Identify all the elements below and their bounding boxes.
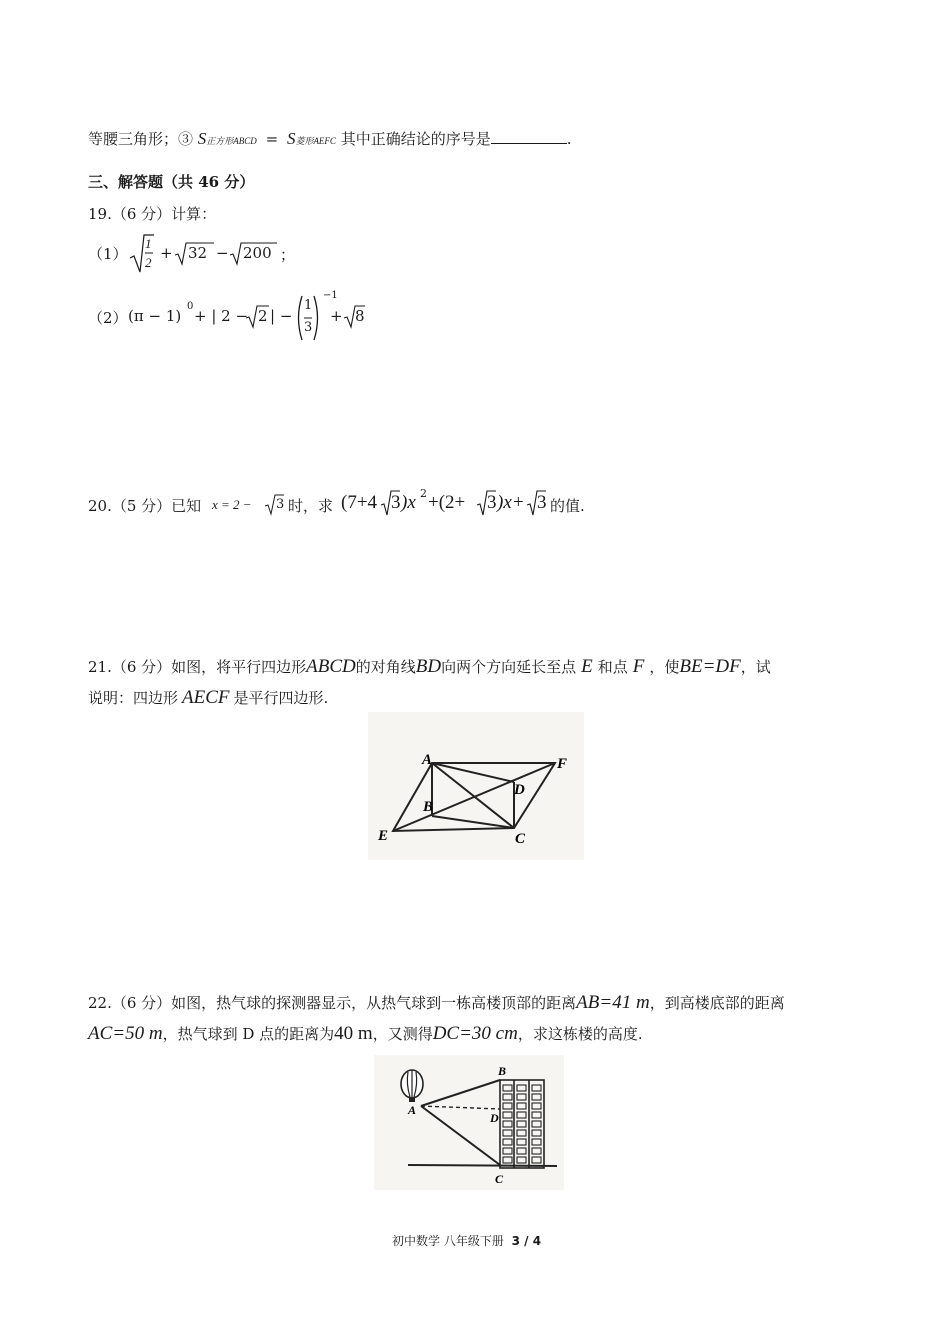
continuation-text: 等腰三角形；③ bbox=[88, 130, 194, 148]
q21-line1: 21.（6 分）如图，将平行四边形ABCD的对角线BD向两个方向延长至点 E 和点 F ，使BE=DF，试 bbox=[88, 656, 771, 677]
q22-line1: 22.（6 分）如图，热气球的探测器显示，从热气球到一栋高楼顶部的距离AB=41 m，到高楼底部的距离 bbox=[88, 992, 785, 1013]
fig-label-b: B bbox=[498, 1064, 507, 1078]
fig-label-c: C bbox=[495, 1172, 504, 1186]
q19-part1: （1） 1 2 + 32 − 200 ； bbox=[88, 232, 388, 276]
q21-figure bbox=[368, 712, 584, 860]
fig-label-a: A bbox=[408, 1103, 417, 1117]
q21-line2: 说明：四边形 AECF 是平行四边形. bbox=[88, 687, 329, 708]
answer-blank[interactable] bbox=[491, 129, 567, 144]
fig-label-d: D bbox=[514, 782, 525, 798]
q19-part2: （2） (π − 1) 0 + | 2 − 2 | − 1 3 −1 + 8 bbox=[88, 290, 408, 346]
section-title: 三、解答题（共 46 分） bbox=[88, 173, 255, 191]
continuation-question: 其中正确结论的序号是 bbox=[340, 130, 491, 148]
q20: 20.（5 分）已知 x = 2 − 3 时，求 (7+4 3 )x 2 +(2+ 3 )x+ 3 的值. bbox=[88, 487, 585, 515]
page-number: 3 / 4 bbox=[511, 1234, 542, 1248]
q22-figure bbox=[374, 1055, 564, 1190]
rhombus-area-subscript: 菱形AEFC bbox=[295, 136, 336, 146]
fig-label-d: D bbox=[490, 1111, 499, 1125]
fig-label-b: B bbox=[423, 799, 434, 815]
page-footer: 初中数学 八年级下册 3 / 4 bbox=[392, 1234, 542, 1248]
fig-label-c: C bbox=[515, 831, 526, 847]
square-area-subscript: 正方形ABCD bbox=[206, 136, 257, 146]
fig-label-e: E bbox=[378, 828, 389, 844]
fig-label-f: F bbox=[557, 756, 568, 772]
q19-label: 19.（6 分）计算： bbox=[88, 205, 217, 223]
continuation-line: 等腰三角形；③ S正方形ABCD = S菱形AEFC 其中正确结论的序号是 . bbox=[88, 129, 572, 148]
fig-label-a: A bbox=[422, 752, 433, 768]
q22-line2: AC=50 m，热气球到 D 点的距离为40 m，又测得DC=30 cm，求这栋楼的高度. bbox=[88, 1023, 643, 1044]
